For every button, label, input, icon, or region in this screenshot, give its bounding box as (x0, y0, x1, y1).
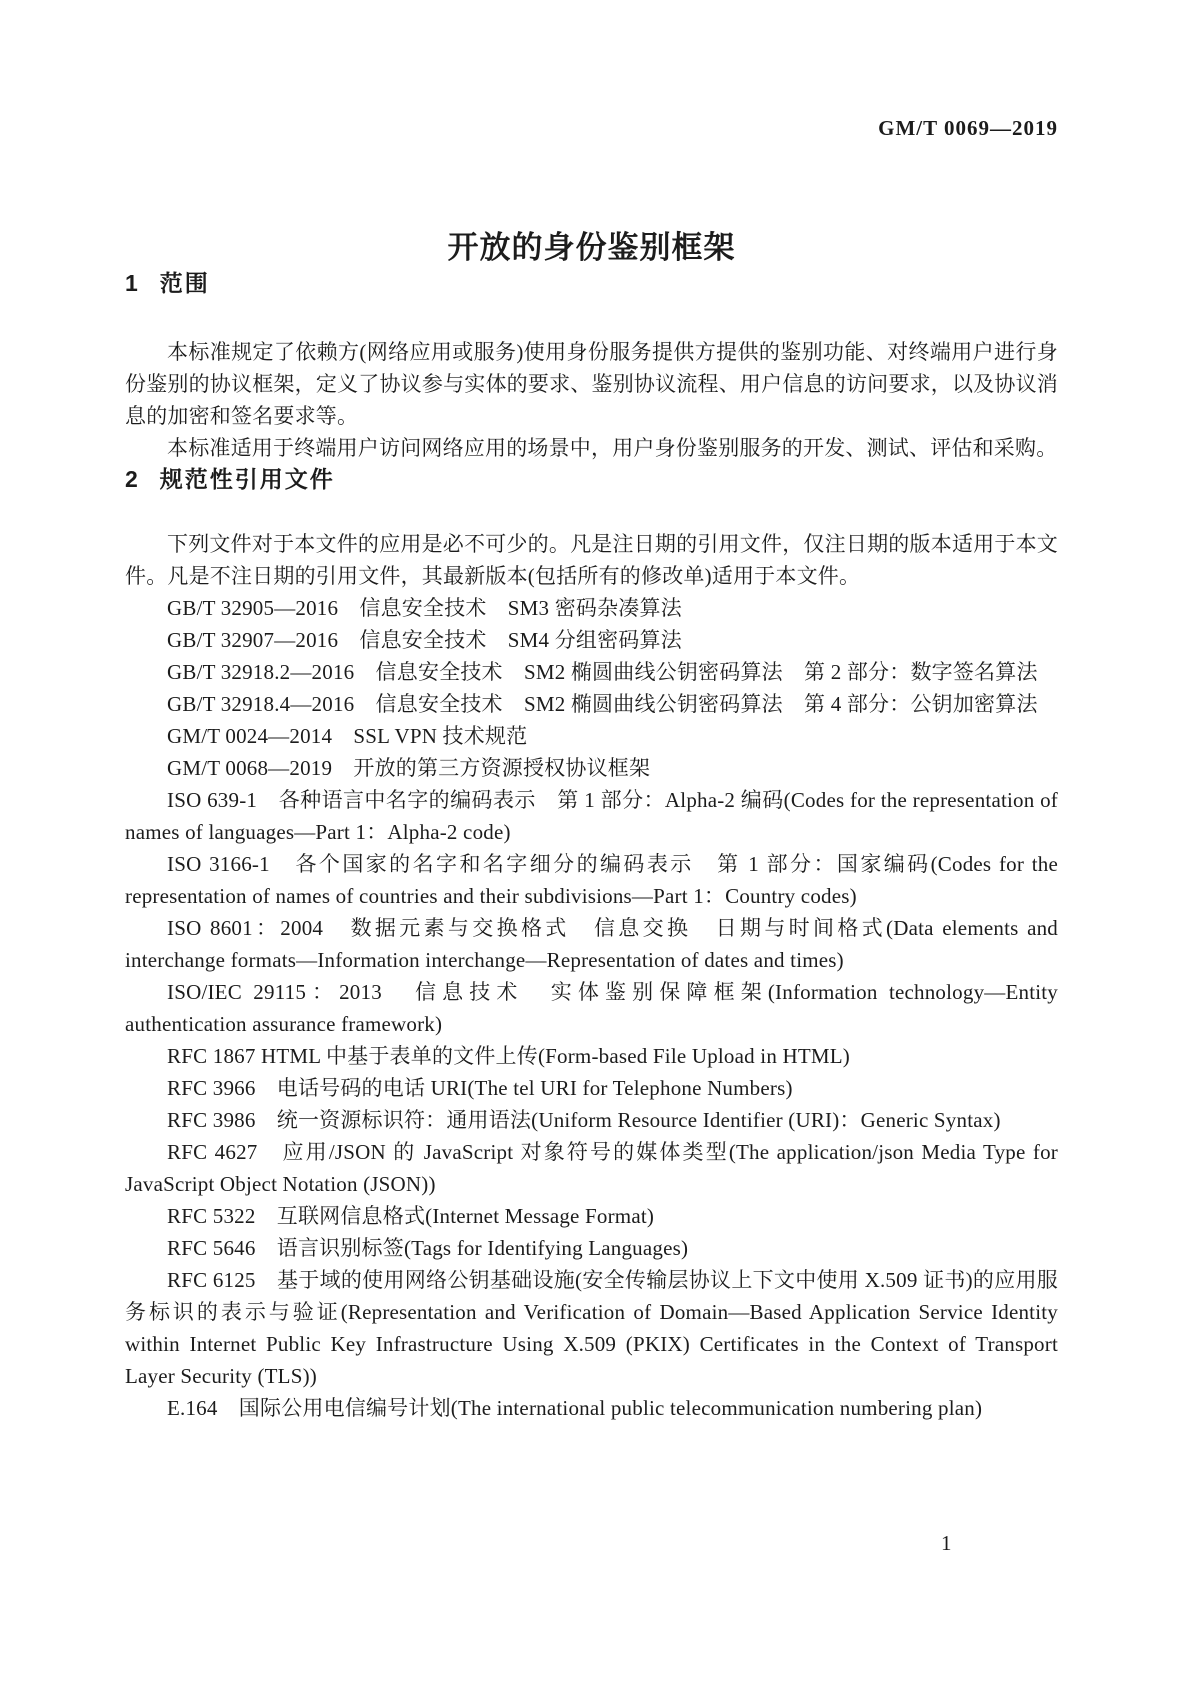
reference-item: ISO 8601：2004 数据元素与交换格式 信息交换 日期与时间格式(Data elements and interchange formats—Information interchange—Representation of dates and times) (125, 916, 1058, 972)
reference-item: ISO 639-1 各种语言中名字的编码表示 第 1 部分：Alpha-2 编码(Codes for the representation of names of languages—Part 1：Alpha-2 code) (125, 788, 1058, 844)
reference-item: RFC 1867 HTML 中基于表单的文件上传(Form-based File Upload in HTML) (167, 1044, 850, 1068)
standard-number: GM/T 0069—2019 (878, 116, 1058, 140)
reference-item: RFC 4627 应用/JSON 的 JavaScript 对象符号的媒体类型(The application/json Media Type for JavaScript Object Notation (JSON)) (125, 1140, 1058, 1196)
reference-item: RFC 3986 统一资源标识符：通用语法(Uniform Resource Identifier (URI)：Generic Syntax) (167, 1108, 1001, 1132)
section-normative-references (125, 464, 1058, 1424)
reference-item: GM/T 0068—2019 开放的第三方资源授权协议框架 (167, 756, 651, 780)
section-scope-number: 1 (125, 270, 138, 296)
document-title: 开放的身份鉴别框架 (447, 230, 736, 265)
refs-intro-paragraph: 下列文件对于本文件的应用是必不可少的。凡是注日期的引用文件，仅注日期的版本适用于本文件。凡是不注日期的引用文件，其最新版本(包括所有的修改单)适用于本文件。 (125, 532, 1058, 588)
section-refs-title: 规范性引用文件 (159, 466, 335, 492)
scope-paragraph-2: 本标准适用于终端用户访问网络应用的场景中，用户身份鉴别服务的开发、测试、评估和采购。 (167, 436, 1058, 460)
reference-item: GM/T 0024—2014 SSL VPN 技术规范 (167, 724, 528, 748)
section-refs-number: 2 (125, 466, 138, 492)
reference-item: RFC 3966 电话号码的电话 URI(The tel URI for Telephone Numbers) (167, 1076, 793, 1100)
reference-item: E.164 国际公用电信编号计划(The international public telecommunication numbering plan) (167, 1396, 983, 1420)
section-scope-heading (125, 268, 1058, 298)
reference-item: ISO 3166-1 各个国家的名字和名字细分的编码表示 第 1 部分：国家编码(Codes for the representation of names of countries and their subdivisions—Part 1：Country codes) (125, 852, 1058, 908)
reference-item: RFC 6125 基于域的使用网络公钥基础设施(安全传输层协议上下文中使用 X.509 证书)的应用服务标识的表示与验证(Representation and Verification of Domain—Based Application Service Identity within Internet Public Key Infrastructure Using X.509 (PKIX) Certificates in the Context of Transport Layer Security (TLS)) (125, 1268, 1058, 1388)
reference-item: GB/T 32918.2—2016 信息安全技术 SM2 椭圆曲线公钥密码算法 第 2 部分：数字签名算法 (167, 660, 1038, 684)
page-header (125, 116, 1058, 140)
section-scope-title: 范围 (159, 270, 210, 296)
reference-item: RFC 5646 语言识别标签(Tags for Identifying Languages) (167, 1236, 689, 1260)
reference-item: GB/T 32907—2016 信息安全技术 SM4 分组密码算法 (167, 628, 682, 652)
reference-item: GB/T 32905—2016 信息安全技术 SM3 密码杂凑算法 (167, 596, 682, 620)
scope-paragraph-1: 本标准规定了依赖方(网络应用或服务)使用身份服务提供方提供的鉴别功能、对终端用户进行身份鉴别的协议框架，定义了协议参与实体的要求、鉴别协议流程、用户信息的访问要求，以及协议消息的加密和签名要求等。 (125, 340, 1058, 428)
reference-item: GB/T 32918.4—2016 信息安全技术 SM2 椭圆曲线公钥密码算法 第 4 部分：公钥加密算法 (167, 692, 1038, 716)
reference-item: RFC 5322 互联网信息格式(Internet Message Format) (167, 1204, 655, 1228)
reference-item: ISO/IEC 29115：2013 信息技术 实体鉴别保障框架(Information technology—Entity authentication assurance framework) (125, 980, 1058, 1036)
section-scope (125, 268, 1058, 464)
section-refs-heading (125, 464, 1058, 494)
page-number: 1 (941, 1531, 952, 1555)
reference-list (125, 592, 1058, 1424)
